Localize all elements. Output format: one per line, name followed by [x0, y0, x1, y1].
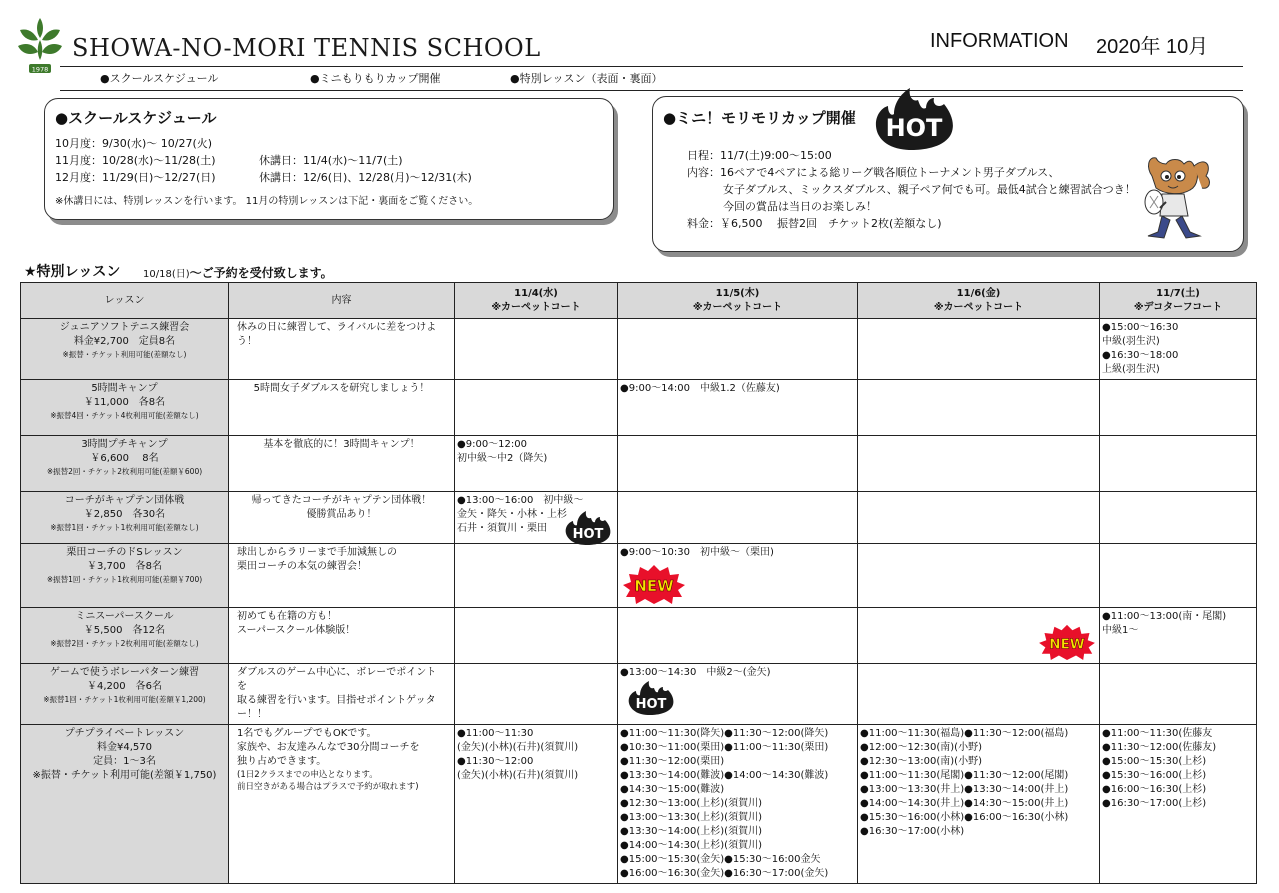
slot-entry[interactable]: ●14:30～15:00(難波) — [620, 784, 725, 795]
header-date: 11/6(金) — [956, 287, 1001, 299]
content-cell — [229, 664, 455, 725]
lesson-cell — [21, 544, 229, 608]
header-court: ※デコターフコート — [1133, 301, 1223, 313]
table-row — [21, 664, 1257, 725]
lesson-name: プチプライベートレッスン — [64, 728, 185, 739]
special-lessons-subtitle — [143, 264, 333, 281]
lesson-cell — [21, 492, 229, 544]
slot-entry[interactable]: ●16:30～18:00 — [1102, 350, 1179, 361]
slot-cell-11-7 — [1100, 664, 1257, 725]
content-note: 前日空きがある場合はプラスで予約が取れます) — [237, 782, 419, 792]
lesson-note: ※振替4回・チケット4枚利用可能(差額なし) — [50, 411, 199, 420]
slot-cell-11-4 — [455, 664, 618, 725]
slot-entry[interactable]: ●16:30～17:00(小林) — [860, 826, 965, 837]
content-text: 休みの日に練習して、ライバルに差をつけよう！ — [237, 322, 437, 347]
cup-date: 日程：11/7(土)9:00～15:00 — [687, 149, 832, 162]
table-row — [21, 492, 1257, 544]
lesson-price: ￥2,850 各30名 — [83, 509, 166, 520]
header-lesson: レッスン — [21, 283, 229, 319]
header-day — [618, 283, 858, 319]
content-cell — [229, 544, 455, 608]
lesson-note: ※振替2回・チケット2枚利用可能(差額￥600) — [46, 467, 203, 476]
slot-entry[interactable]: ●11:30～12:00(佐藤友) — [1102, 742, 1217, 753]
lesson-price: 料金¥2,700 定員8名 — [73, 336, 176, 347]
slot-cell-11-5 — [618, 608, 858, 664]
slot-cell-11-7 — [1100, 492, 1257, 544]
reservation-text: ～ご予約を受付致します。 — [189, 266, 333, 280]
slot-entry[interactable]: ●11:00～11:30 — [457, 728, 534, 739]
lesson-note: ※振替・チケット利用可能(差額￥1,750) — [32, 770, 217, 781]
table-row — [21, 319, 1257, 380]
content-text: 独り占めできます。 — [237, 756, 327, 767]
header-date: 11/7(土) — [1156, 287, 1200, 299]
cup-content: 女子ダブルス、ミックスダブルス、親子ペア何でも可。最低4試合と練習試合つき！ — [723, 183, 1136, 196]
slot-cell-11-6 — [858, 492, 1100, 544]
slot-entry[interactable]: ●11:30～12:00 — [457, 756, 534, 767]
slot-cell-11-4 — [455, 436, 618, 492]
slot-entry[interactable]: ●16:30～17:00(上杉) — [1102, 798, 1207, 809]
slot-entry[interactable]: ●9:00～12:00 — [457, 439, 527, 450]
slot-entry[interactable]: ●13:30～14:00(難波)●14:00～14:30(難波) — [620, 770, 829, 781]
slot-cell-11-5 — [618, 436, 858, 492]
lesson-price: 料金¥4,570 — [97, 742, 152, 753]
schedule-title: ●スクールスケジュール — [55, 109, 217, 127]
slot-entry[interactable]: ●12:00～12:30(南)(小野) — [860, 742, 982, 753]
header-rule — [60, 66, 1243, 67]
slot-cell-11-6 — [858, 380, 1100, 436]
slot-entry[interactable]: ●9:00～10:30 初中級～（栗田) — [620, 547, 774, 558]
header-court: ※カーペットコート — [692, 301, 783, 313]
lesson-note: ※振替1回・チケット1枚利用可能(差額なし) — [50, 523, 199, 532]
slot-entry[interactable]: 初中級～中2（降矢) — [457, 453, 548, 464]
new-badge-label: NEW — [634, 577, 674, 595]
cup-title: ●ミニ！モリモリカップ開催 — [663, 109, 856, 127]
hot-badge-label: HOT — [635, 697, 667, 712]
slot-cell-11-4 — [455, 725, 618, 884]
content-text: 帰ってきたコーチがキャプテン団体戦！ — [251, 495, 432, 506]
schedule-holiday: 休講日：12/6(日)、12/28(月)～12/31(木) — [259, 171, 472, 184]
special-lessons-title: ★特別レッスン — [24, 264, 121, 280]
content-text: 初めても在籍の方も！ — [237, 611, 337, 622]
slot-cell-11-6 — [858, 544, 1100, 608]
school-name: SHOWA-NO-MORI TENNIS SCHOOL — [72, 34, 541, 62]
slot-cell-11-7 — [1100, 436, 1257, 492]
lesson-name: ジュニアソフトテニス練習会 — [59, 322, 190, 333]
lesson-price: ￥3,700 各8名 — [87, 561, 162, 572]
lesson-name: ミニスーパースクール — [75, 611, 174, 622]
slot-entry[interactable]: ●12:30～13:00(上杉)(須賀川) — [620, 798, 762, 809]
slot-entry[interactable]: (金矢)(小林)(石井)(須賀川) — [457, 742, 579, 753]
slot-entry[interactable]: ●11:30～12:00(栗田) — [620, 756, 725, 767]
header-court: ※カーペットコート — [491, 301, 581, 313]
slot-entry[interactable]: ●15:00～16:30 — [1102, 322, 1179, 333]
slot-cell-11-6 — [858, 664, 1100, 725]
slot-cell-11-4 — [455, 608, 618, 664]
slot-entry[interactable]: ●12:30～13:00(南)(小野) — [860, 756, 982, 767]
lesson-name: ゲームで使うボレーパターン練習 — [49, 667, 200, 678]
content-cell — [229, 436, 455, 492]
slot-entry[interactable]: ●14:00～14:30(上杉)(須賀川) — [620, 840, 762, 851]
hot-badge — [870, 86, 958, 152]
content-text: 基本を徹底的に！3時間キャンプ！ — [263, 439, 420, 450]
slot-entry[interactable]: 金矢・降矢・小林・上杉 — [457, 509, 567, 520]
content-cell — [229, 380, 455, 436]
content-cell — [229, 608, 455, 664]
content-text: 取る練習を行います。目指せポイントゲッタ — [237, 695, 436, 706]
slot-cell-11-5 — [618, 725, 858, 884]
content-text: 1名でもグループでもOKです。 — [237, 728, 377, 739]
content-note: (1日2クラスまでの申込となります。 — [237, 770, 378, 780]
table-header-row — [21, 283, 1257, 319]
content-cell — [229, 319, 455, 380]
lesson-name: コーチがキャプテン団体戦 — [64, 495, 185, 506]
slot-cell-11-5 — [618, 380, 858, 436]
slot-entry[interactable]: ●13:30～14:00(上杉)(須賀川) — [620, 826, 762, 837]
hot-badge — [626, 680, 676, 716]
lesson-price: ￥6,600 8名 — [90, 453, 159, 464]
hot-badge-label: HOT — [572, 527, 604, 542]
content-text: 栗田コーチの本気の練習会！ — [237, 561, 367, 572]
schedule-holiday: 休講日：11/4(水)～11/7(土) — [259, 154, 403, 167]
lesson-cell — [21, 436, 229, 492]
slot-entry[interactable]: ●11:00～11:30(尾閣)●11:30～12:00(尾閣) — [860, 770, 1069, 781]
slot-cell-11-6 — [858, 436, 1100, 492]
content-text: 球出しからラリーまで手加減無しの — [237, 547, 397, 558]
mascot-cat-icon — [1140, 146, 1222, 242]
slot-cell-11-7 — [1100, 544, 1257, 608]
slot-entry[interactable]: ●10:30～11:00(栗田)●11:00～11:30(栗田) — [620, 742, 829, 753]
header-day — [1100, 283, 1257, 319]
slot-entry[interactable]: ●13:00～14:30 中級2～(金矢) — [620, 667, 771, 678]
slot-entry[interactable]: ●13:00～13:30(上杉)(須賀川) — [620, 812, 762, 823]
content-cell — [229, 725, 455, 884]
schedule-note: ※休講日には、特別レッスンを行います。 11月の特別レッスンは下記・裏面をご覧ください。 — [55, 196, 479, 207]
slot-cell-11-7 — [1100, 380, 1257, 436]
new-badge — [1037, 624, 1097, 660]
header-content: 内容 — [229, 283, 455, 319]
slot-cell-11-5 — [618, 492, 858, 544]
content-text: 家族や、お友達みんなで30分間コーチを — [237, 742, 420, 753]
nav-item-special[interactable]: ●特別レッスン（表面・裏面） — [510, 72, 663, 85]
lesson-cell — [21, 608, 229, 664]
content-text: 5時間女子ダブルスを研究しましょう！ — [253, 383, 430, 394]
hot-badge-label: HOT — [885, 114, 943, 142]
slot-cell-11-6 — [858, 319, 1100, 380]
content-text: ー！！ — [237, 709, 267, 720]
info-title: INFORMATION — [930, 30, 1069, 52]
lesson-price: ￥4,200 各6名 — [87, 681, 162, 692]
slot-cell-11-5 — [618, 319, 858, 380]
slot-entry[interactable]: 中級1～ — [1102, 625, 1139, 636]
slot-cell-11-7 — [1100, 725, 1257, 884]
slot-entry[interactable]: 中級(羽生沢) — [1102, 336, 1160, 347]
slot-cell-11-7 — [1100, 319, 1257, 380]
cup-fee: 料金：￥6,500 振替2回 チケット2枚(差額なし) — [687, 217, 942, 230]
lesson-price: ￥5,500 各12名 — [83, 625, 166, 636]
slot-entry[interactable]: (金矢)(小林)(石井)(須賀川) — [457, 770, 579, 781]
lesson-note: ※振替1回・チケット1枚利用可能(差額￥1,200) — [43, 695, 206, 704]
nav-item-schedule[interactable]: ●スクールスケジュール — [100, 72, 219, 85]
slot-entry[interactable]: ●13:00～13:30(井上)●13:30～14:00(井上) — [860, 784, 1069, 795]
cup-content: 内容：16ペアで4ペアによる総リーグ戦各順位トーナメント男子ダブルス、 — [687, 166, 1060, 179]
lesson-cell — [21, 319, 229, 380]
lesson-name: 5時間キャンプ — [91, 383, 158, 394]
nav-item-cup[interactable]: ●ミニもりもりカップ開催 — [310, 72, 441, 85]
slot-entry[interactable]: ●11:00～11:30(佐藤友 — [1102, 728, 1213, 739]
table-row — [21, 380, 1257, 436]
slot-cell-11-5 — [618, 544, 858, 608]
lesson-capacity: 定員：1～3名 — [93, 756, 156, 767]
content-text: スーパースクール体験版！ — [237, 625, 356, 636]
new-badge — [622, 564, 686, 604]
header-date: 11/4(水) — [514, 287, 558, 299]
slot-cell-11-7 — [1100, 608, 1257, 664]
slot-cell-11-4 — [455, 319, 618, 380]
slot-entry[interactable]: ●13:00～16:00 初中級～ — [457, 495, 584, 506]
slot-entry[interactable]: ●16:00～16:30(金矢)●16:30～17:00(金矢) — [620, 868, 829, 879]
hot-badge — [563, 510, 613, 546]
slot-cell-11-6 — [858, 725, 1100, 884]
slot-entry[interactable]: ●14:00～14:30(井上)●14:30～15:00(井上) — [860, 798, 1069, 809]
slot-entry[interactable]: ●9:00～14:00 中級1.2（佐藤友) — [620, 383, 780, 394]
content-text: ダブルスのゲーム中心に、ボレーでポイントを — [237, 667, 437, 692]
slot-entry[interactable]: 上級(羽生沢) — [1102, 364, 1160, 375]
table-row — [21, 544, 1257, 608]
new-badge-label: NEW — [1049, 636, 1085, 653]
lesson-price: ￥11,000 各8名 — [83, 397, 166, 408]
reservation-start-date: 10/18(日) — [143, 269, 190, 280]
header-court: ※カーペットコート — [933, 301, 1024, 313]
slot-cell-11-4 — [455, 492, 618, 544]
info-date: 2020年 10月 — [1096, 36, 1209, 58]
lesson-cell — [21, 380, 229, 436]
slot-cell-11-5 — [618, 664, 858, 725]
slot-entry[interactable]: ●15:30～16:00(上杉) — [1102, 770, 1207, 781]
lesson-note: ※振替・チケット利用可能(差額なし) — [62, 350, 187, 359]
slot-cell-11-4 — [455, 544, 618, 608]
table-row — [21, 725, 1257, 884]
lesson-note: ※振替1回・チケット1枚利用可能(差額￥700) — [46, 575, 203, 584]
slot-entry[interactable]: ●15:00～15:30(上杉) — [1102, 756, 1207, 767]
slot-entry[interactable]: ●15:30～16:00(小林)●16:00～16:30(小林) — [860, 812, 1069, 823]
svg-text:1978: 1978 — [31, 65, 49, 74]
slot-entry[interactable]: 石井・須賀川・栗田 — [457, 523, 547, 534]
slot-entry[interactable]: ●11:00～11:30(降矢)●11:30～12:00(降矢) — [620, 728, 829, 739]
header-day — [455, 283, 618, 319]
lesson-cell — [21, 664, 229, 725]
slot-cell-11-6 — [858, 608, 1100, 664]
schedule-line: 12月度：11/29(日)～12/27(日) — [55, 171, 216, 184]
content-text: 優勝賞品あり！ — [306, 509, 377, 520]
table-row — [21, 436, 1257, 492]
lesson-name: 3時間プチキャンプ — [81, 439, 168, 450]
nav-rule — [60, 90, 1243, 91]
slot-entry[interactable]: ●11:00～11:30(福島)●11:30～12:00(福島) — [860, 728, 1069, 739]
header-date: 11/5(木) — [715, 287, 760, 299]
content-cell — [229, 492, 455, 544]
lesson-name: 栗田コーチのドSレッスン — [66, 547, 183, 558]
schedule-line: 10月度：9/30(水)～ 10/27(火) — [55, 137, 213, 150]
lesson-cell — [21, 725, 229, 884]
slot-entry[interactable]: ●15:00～15:30(金矢)●15:30～16:00金矢 — [620, 854, 821, 865]
schedule-line: 11月度：10/28(水)～11/28(土) — [55, 154, 216, 167]
slot-cell-11-4 — [455, 380, 618, 436]
school-schedule-box — [44, 98, 614, 220]
slot-entry[interactable]: ●11:00～13:00(南・尾閣) — [1102, 611, 1227, 622]
special-lessons-table — [20, 282, 1257, 884]
cup-content: 今回の賞品は当日のお楽しみ！ — [723, 200, 877, 213]
slot-entry[interactable]: ●16:00～16:30(上杉) — [1102, 784, 1207, 795]
header-day — [858, 283, 1100, 319]
table-row — [21, 608, 1257, 664]
lesson-note: ※振替2回・チケット2枚利用可能(差額なし) — [50, 639, 199, 648]
school-logo — [14, 14, 66, 76]
